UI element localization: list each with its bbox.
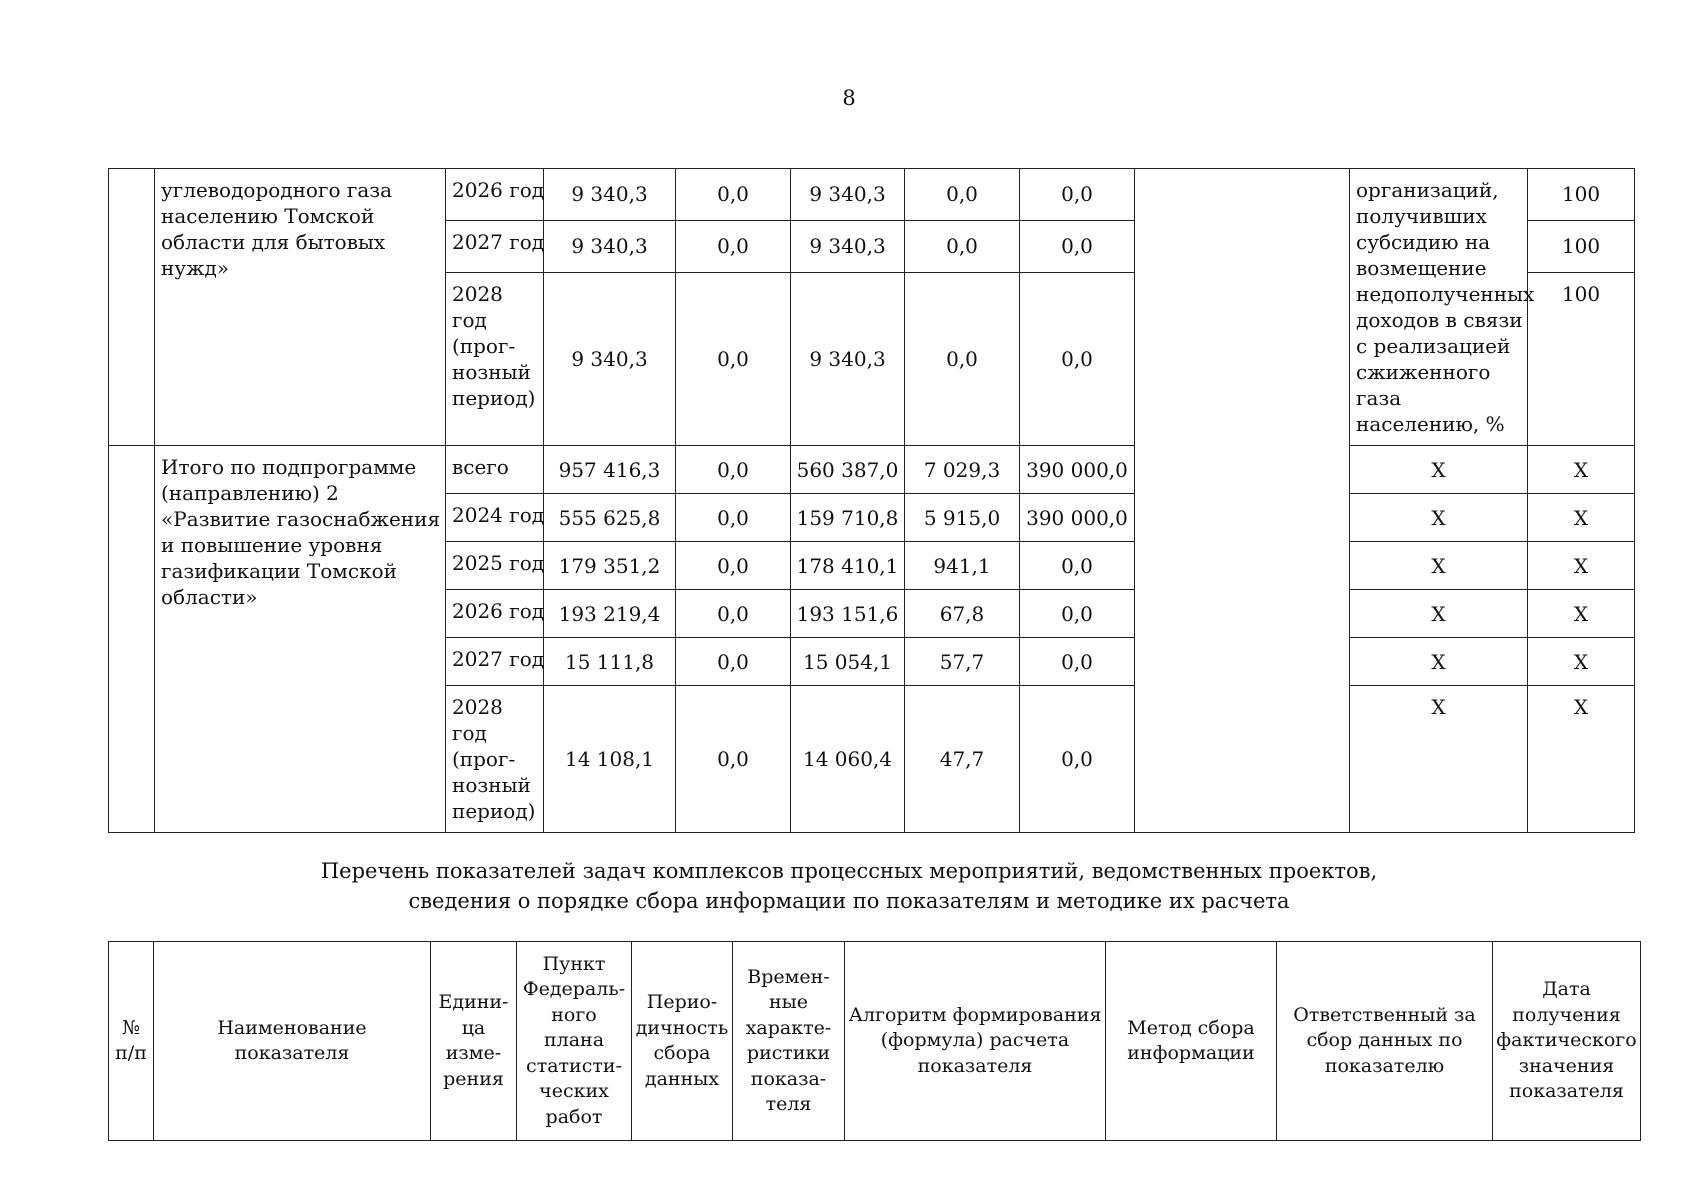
header-actual-value-date: Дата получения фактического значения показателя <box>1493 942 1641 1141</box>
table-row <box>109 446 1635 494</box>
regional-budget-cell: 178 410,1 <box>791 542 905 590</box>
extrabudgetary-cell: 0,0 <box>1020 220 1135 272</box>
total-cell: 15 111,8 <box>544 638 676 686</box>
total-cell: 9 340,3 <box>544 169 676 221</box>
local-budget-cell: 941,1 <box>905 542 1020 590</box>
page-number: 8 <box>842 86 856 110</box>
period-cell: 2028 год (прог-нозный период) <box>446 686 544 833</box>
federal-budget-cell: 0,0 <box>676 686 791 833</box>
header-periodicity: Перио-дичность сбора данных <box>632 942 733 1141</box>
extrabudgetary-cell: 0,0 <box>1020 638 1135 686</box>
total-cell: 957 416,3 <box>544 446 676 494</box>
indicator-name-cell: Х <box>1350 686 1528 833</box>
regional-budget-cell: 560 387,0 <box>791 446 905 494</box>
total-cell: 193 219,4 <box>544 590 676 638</box>
federal-budget-cell: 0,0 <box>676 446 791 494</box>
header-row-number: № п/п <box>109 942 154 1141</box>
indicator-value-cell: Х <box>1528 446 1635 494</box>
local-budget-cell: 5 915,0 <box>905 494 1020 542</box>
period-cell: 2027 год <box>446 220 544 272</box>
header-federal-plan-item: Пункт Федераль-ного плана статисти-ческих работ <box>517 942 632 1141</box>
extrabudgetary-cell: 0,0 <box>1020 272 1135 445</box>
extrabudgetary-cell: 0,0 <box>1020 169 1135 221</box>
indicator-value-cell: Х <box>1528 590 1635 638</box>
federal-budget-cell: 0,0 <box>676 272 791 445</box>
table-row <box>109 169 1635 221</box>
extrabudgetary-cell: 0,0 <box>1020 686 1135 833</box>
event-name-cell: углеводородного газа населению Томской области для бытовых нужд» <box>155 169 446 446</box>
indicators-header-table <box>108 941 1641 1141</box>
extrabudgetary-cell: 0,0 <box>1020 590 1135 638</box>
regional-budget-cell: 193 151,6 <box>791 590 905 638</box>
local-budget-cell: 57,7 <box>905 638 1020 686</box>
local-budget-cell: 0,0 <box>905 220 1020 272</box>
extrabudgetary-cell: 390 000,0 <box>1020 494 1135 542</box>
indicator-value-cell: 100 <box>1528 169 1635 221</box>
regional-budget-cell: 9 340,3 <box>791 272 905 445</box>
subprogram-total-name-cell: Итого по подпрограмме (направлению) 2 «Развитие газоснабжения и повышение уровня газификации Томской области» <box>155 446 446 833</box>
indicator-name-cell: Х <box>1350 446 1528 494</box>
regional-budget-cell: 14 060,4 <box>791 686 905 833</box>
header-time-characteristics: Времен-ные характе-ристики показа-теля <box>733 942 845 1141</box>
indicator-name-cell: организаций, получивших субсидию на возмещение недополученных доходов в связи с реализацией сжиженного газа населению, % <box>1350 169 1528 446</box>
section-title <box>0 856 1698 916</box>
header-indicator-name: Наименование показателя <box>154 942 431 1141</box>
federal-budget-cell: 0,0 <box>676 169 791 221</box>
federal-budget-cell: 0,0 <box>676 494 791 542</box>
federal-budget-cell: 0,0 <box>676 590 791 638</box>
regional-budget-cell: 9 340,3 <box>791 169 905 221</box>
row-number-cell <box>109 169 155 446</box>
section-title-line-2: сведения о порядке сбора информации по показателям и методике их расчета <box>408 889 1290 913</box>
local-budget-cell: 0,0 <box>905 272 1020 445</box>
period-cell: 2028 год (прог-нозный период) <box>446 272 544 445</box>
federal-budget-cell: 0,0 <box>676 638 791 686</box>
header-row <box>109 942 1641 1141</box>
extrabudgetary-cell: 390 000,0 <box>1020 446 1135 494</box>
regional-budget-cell: 15 054,1 <box>791 638 905 686</box>
total-cell: 555 625,8 <box>544 494 676 542</box>
period-cell: 2027 год <box>446 638 544 686</box>
executor-cell <box>1135 169 1350 833</box>
indicator-name-cell: Х <box>1350 494 1528 542</box>
header-unit: Едини-ца изме-рения <box>431 942 517 1141</box>
local-budget-cell: 0,0 <box>905 169 1020 221</box>
regional-budget-cell: 159 710,8 <box>791 494 905 542</box>
regional-budget-cell: 9 340,3 <box>791 220 905 272</box>
header-collection-method: Метод сбора информации <box>1106 942 1277 1141</box>
indicator-value-cell: Х <box>1528 686 1635 833</box>
indicator-value-cell: Х <box>1528 494 1635 542</box>
extrabudgetary-cell: 0,0 <box>1020 542 1135 590</box>
indicator-name-cell: Х <box>1350 542 1528 590</box>
local-budget-cell: 47,7 <box>905 686 1020 833</box>
indicator-name-cell: Х <box>1350 638 1528 686</box>
period-cell: 2025 год <box>446 542 544 590</box>
indicator-value-cell: Х <box>1528 542 1635 590</box>
indicator-value-cell: 100 <box>1528 220 1635 272</box>
total-cell: 9 340,3 <box>544 220 676 272</box>
indicator-value-cell: Х <box>1528 638 1635 686</box>
federal-budget-cell: 0,0 <box>676 220 791 272</box>
indicator-name-cell: Х <box>1350 590 1528 638</box>
total-cell: 14 108,1 <box>544 686 676 833</box>
local-budget-cell: 67,8 <box>905 590 1020 638</box>
period-cell: 2026 год <box>446 169 544 221</box>
total-cell: 179 351,2 <box>544 542 676 590</box>
financing-table <box>108 168 1635 833</box>
indicator-value-cell: 100 <box>1528 272 1635 445</box>
total-cell: 9 340,3 <box>544 272 676 445</box>
row-number-cell <box>109 446 155 833</box>
federal-budget-cell: 0,0 <box>676 542 791 590</box>
period-cell: всего <box>446 446 544 494</box>
header-algorithm: Алгоритм формирования (формула) расчета показателя <box>845 942 1106 1141</box>
local-budget-cell: 7 029,3 <box>905 446 1020 494</box>
section-title-line-1: Перечень показателей задач комплексов процессных мероприятий, ведомственных проектов, <box>320 859 1378 883</box>
header-responsible: Ответственный за сбор данных по показателю <box>1277 942 1493 1141</box>
period-cell: 2026 год <box>446 590 544 638</box>
period-cell: 2024 год <box>446 494 544 542</box>
